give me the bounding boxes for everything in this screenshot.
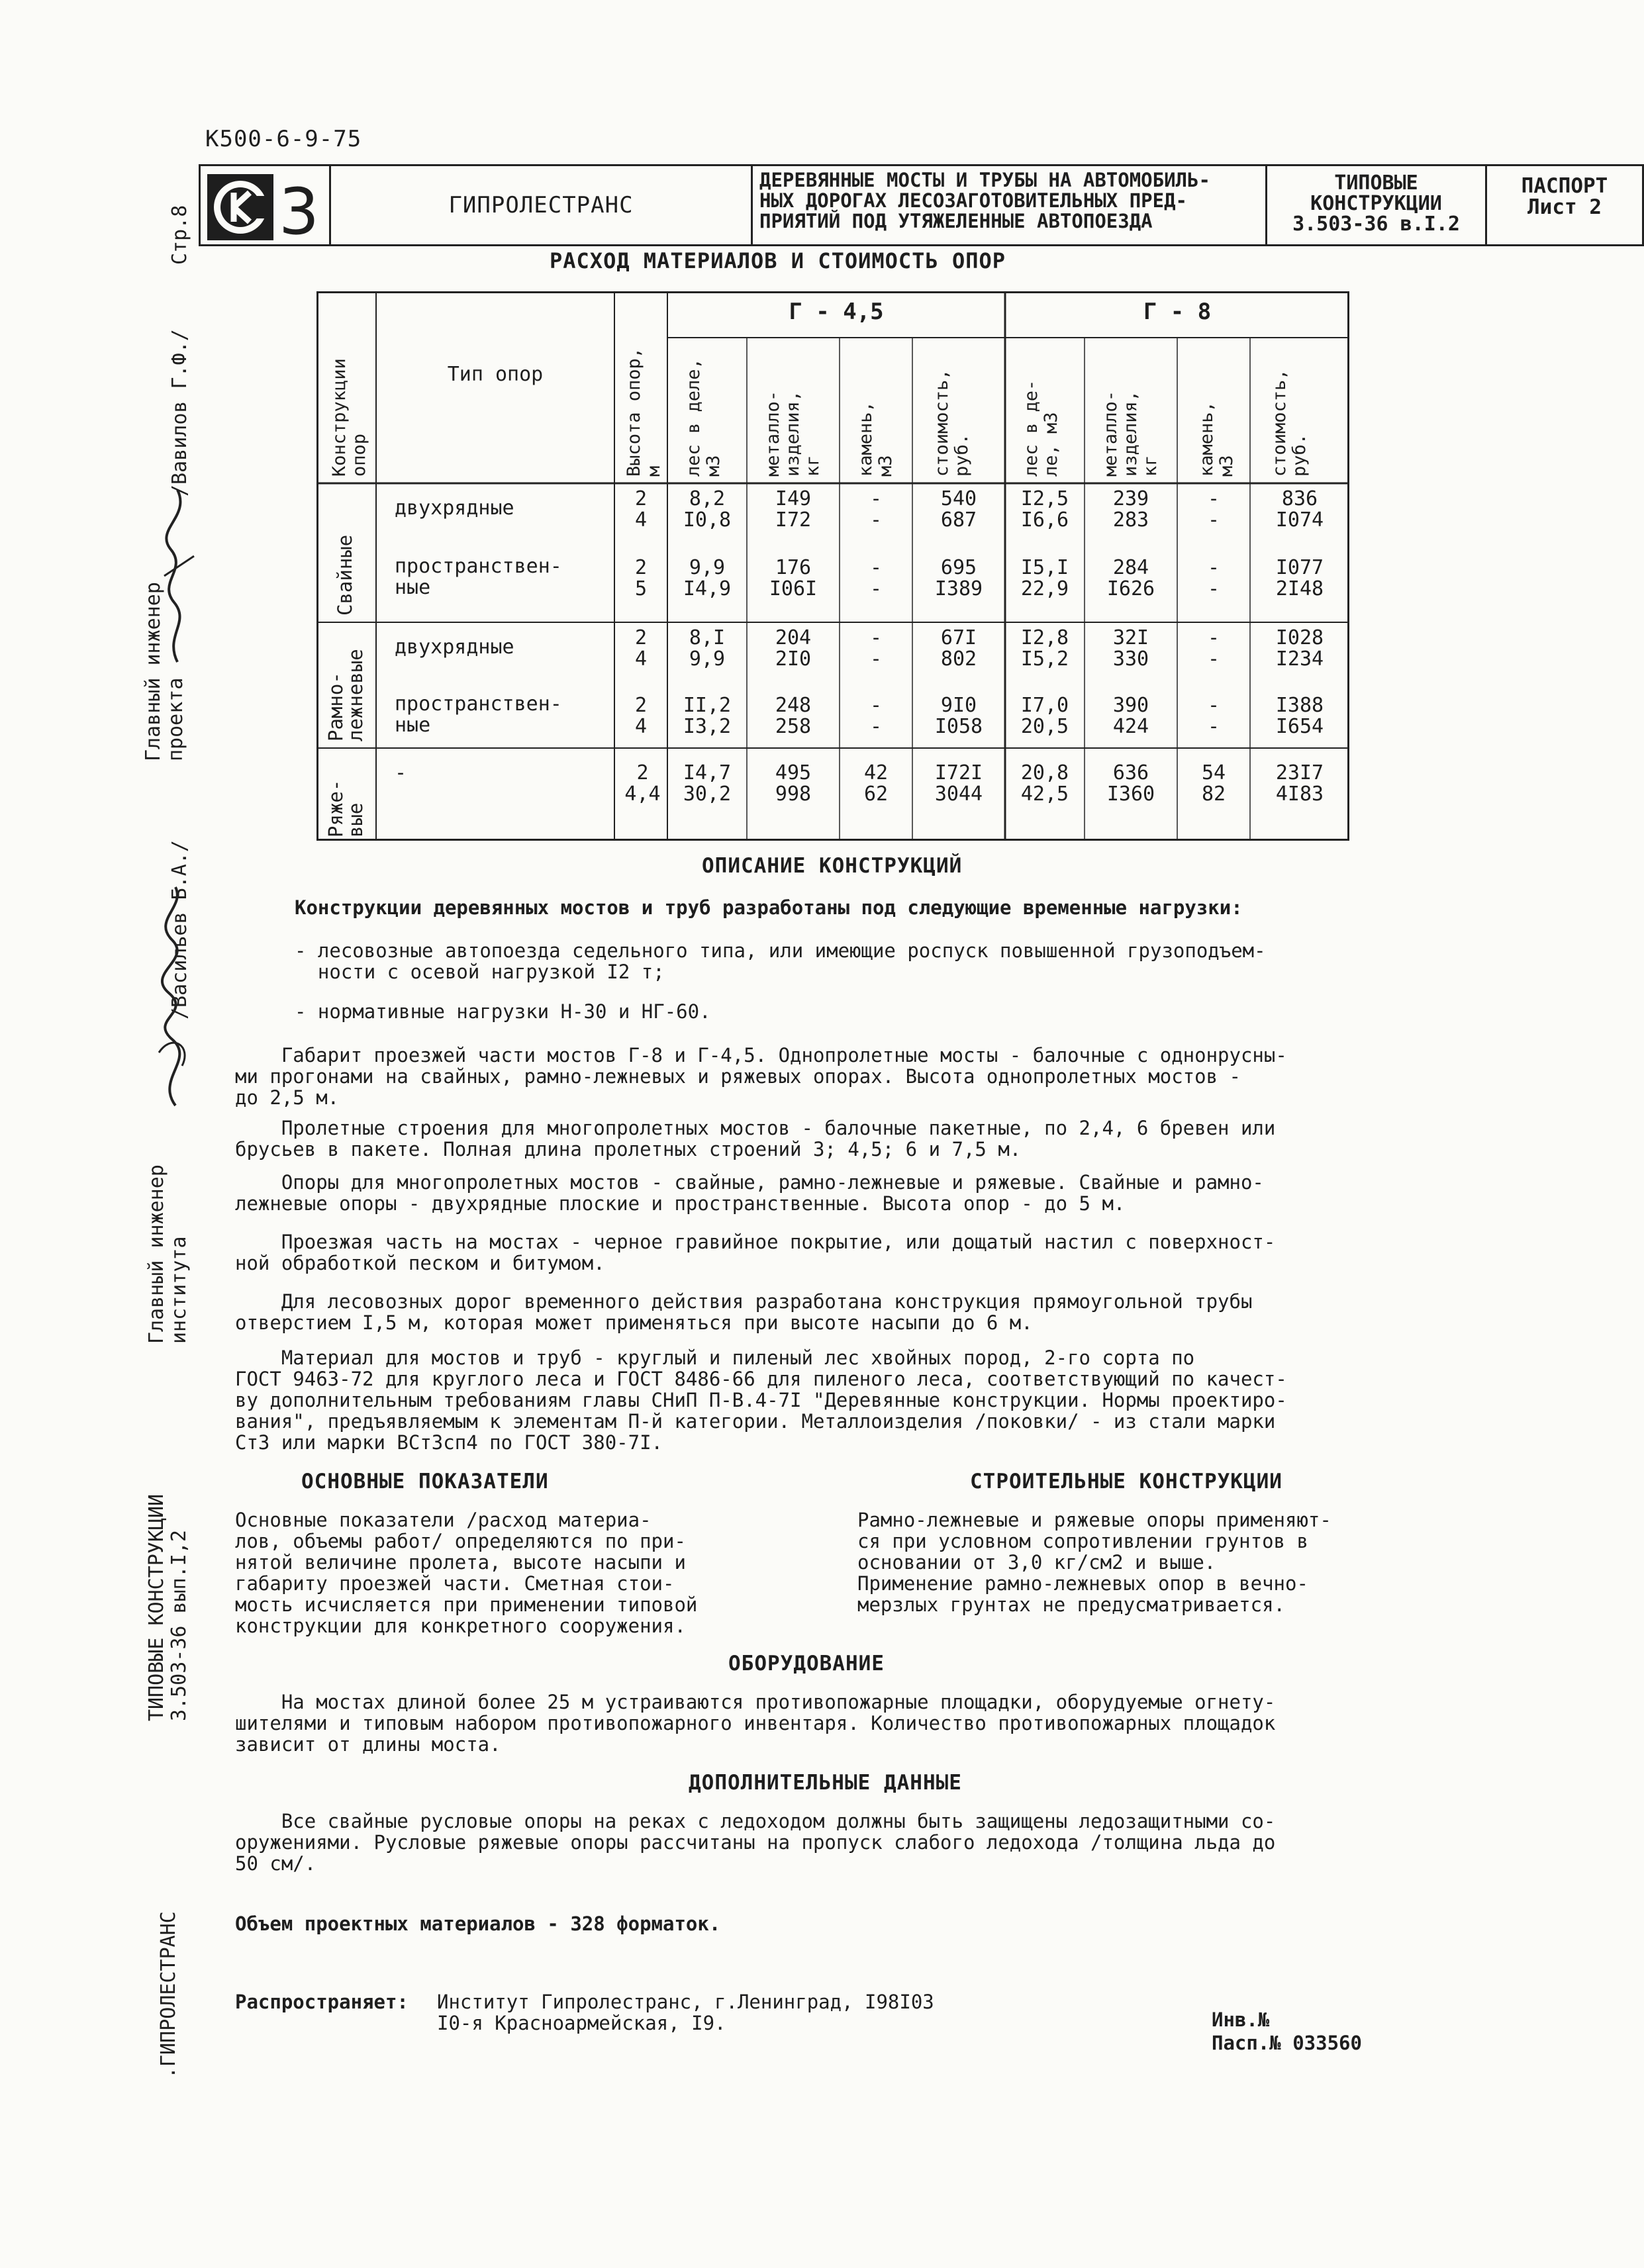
cell-value: 20,8 42,5 bbox=[1020, 761, 1069, 806]
paragraph-equipment: На мостах длиной более 25 м устраиваются противопожарные площадки, оборудуемые огнету- шителями и типовым набором противопожарного инвентаря. Количество противопожарных площадок зависит от длины моста. bbox=[235, 1691, 1276, 1756]
distributor-text: Институт Гипролестранс, г.Ленинград, I98I03 I0-я Красноармейская, I9. bbox=[437, 1991, 934, 2034]
cell-value: 9,9 I4,9 bbox=[683, 556, 732, 600]
col-metal-g45: металло- изделия, кг bbox=[763, 390, 823, 477]
title-line: НЫХ ДОРОГАХ ЛЕСОЗАГОТОВИТЕЛЬНЫХ ПРЕД- bbox=[759, 189, 1188, 212]
signature-role-1: Главный инженер проекта bbox=[142, 582, 187, 761]
passport-number: Пасп.№ 033560 bbox=[1212, 2032, 1362, 2054]
signature-role-2: Главный инженер института bbox=[145, 1164, 191, 1344]
cell-value: - - bbox=[1207, 626, 1220, 671]
signature-name-2: /Васильев Б.А./ bbox=[168, 840, 191, 1019]
col-type-header: Тип опор bbox=[447, 363, 544, 386]
paragraph: - лесовозные автопоезда седельного типа, или имеющие роспуск повышенной грузоподъем- ности с осевой нагрузкой I2 т; bbox=[295, 939, 1266, 983]
col-timber-g8: лес в де- ле, м3 bbox=[1021, 379, 1061, 477]
row-height: 2 4 bbox=[634, 626, 648, 671]
document-title bbox=[751, 164, 1267, 246]
cell-value: - - bbox=[1207, 694, 1220, 738]
cell-value: 239 283 bbox=[1112, 487, 1149, 532]
group-label-piled: Свайные bbox=[334, 534, 356, 616]
paragraph: Конструкции деревянных мостов и труб разработаны под следующие временные нагрузки: bbox=[295, 896, 1243, 919]
document-code: К500-6-9-75 bbox=[205, 126, 362, 152]
row-type: двухрядные bbox=[395, 636, 514, 659]
col-stone-g8: камень, м3 bbox=[1196, 401, 1237, 477]
inventory-label: Инв.№ bbox=[1212, 2008, 1270, 2031]
cell-value: 8,2 I0,8 bbox=[683, 487, 732, 532]
group-label-crib: Ряже- вые bbox=[324, 779, 367, 837]
row-height: 2 5 bbox=[634, 556, 648, 600]
cell-value: 9I0 I058 bbox=[934, 694, 983, 738]
paragraph: Пролетные строения для многопролетных мостов - балочные пакетные, по 2,4, 6 бревен или брусьев в пакете. Полная длина пролетных строений 3; 4,5; 6 и 7,5 м. bbox=[235, 1117, 1276, 1160]
cell-value: I388 I654 bbox=[1275, 694, 1324, 738]
col-cost-g8: стоимость, руб. bbox=[1269, 369, 1310, 477]
paragraph: Опоры для многопролетных мостов - свайные, рамно-лежневые и ряжевые. Свайные и рамно- лежневые опоры - двухрядные плоские и пространственные. Высота опор - до 5 м. bbox=[235, 1171, 1264, 1215]
paragraph-indicators: Основные показатели /расход материа- лов, объемы работ/ определяются по при- нятой величине пролета, высоте насыпи и габариту проезжей части. Сметная стои- мость исчисляется при применении типовой конструкции для конкретного сооружения. bbox=[235, 1509, 698, 1637]
cell-value: - - bbox=[1207, 487, 1220, 532]
col-height-header: Высота опор, м bbox=[624, 347, 664, 477]
cell-value: 495 998 bbox=[775, 761, 812, 806]
passport-line: Лист 2 bbox=[1527, 195, 1602, 219]
heading-structures: СТРОИТЕЛЬНЫЕ КОНСТРУКЦИИ bbox=[970, 1470, 1282, 1493]
paragraph: - нормативные нагрузки Н-30 и НГ-60. bbox=[295, 1000, 711, 1023]
cell-value: - - bbox=[1207, 556, 1220, 600]
cell-value: - - bbox=[869, 694, 883, 738]
group-label-frame: Рамно- лежневые bbox=[324, 649, 367, 741]
cell-value: I4,7 30,2 bbox=[683, 761, 732, 806]
distributor-label: Распространяет: bbox=[235, 1991, 409, 2013]
cell-value: I077 2I48 bbox=[1275, 556, 1324, 600]
materials-table bbox=[316, 291, 1349, 841]
heading-description: ОПИСАНИЕ КОНСТРУКЦИЙ bbox=[702, 854, 963, 878]
cell-value: 540 687 bbox=[940, 487, 977, 532]
cell-value: I5,I 22,9 bbox=[1020, 556, 1069, 600]
title-block bbox=[199, 164, 1608, 249]
heading-equipment: ОБОРУДОВАНИЕ bbox=[728, 1652, 885, 1676]
organization-margin-label: .ГИПРОЛЕСТРАНС bbox=[157, 1911, 180, 2079]
paragraph: Габарит проезжей части мостов Г-8 и Г-4,5. Однопролетные мосты - балочные с однонрусны- ми прогонами на свайных, рамно-лежневых и ряжевых опорах. Высота однопролетных мостов - до 2,5 м. bbox=[235, 1044, 1287, 1109]
project-volume: Объем проектных материалов - 328 форматок. bbox=[235, 1913, 721, 1935]
cell-value: 695 I389 bbox=[934, 556, 983, 600]
cell-value: 67I 802 bbox=[940, 626, 977, 671]
row-height: 2 4,4 bbox=[624, 761, 661, 806]
heading-indicators: ОСНОВНЫЕ ПОКАЗАТЕЛИ bbox=[301, 1470, 549, 1493]
col-stone-g45: камень, м3 bbox=[855, 401, 896, 477]
passport-cell bbox=[1485, 164, 1644, 246]
group-g8-header: Г - 8 bbox=[1143, 299, 1212, 325]
passport-line: ПАСПОРТ bbox=[1521, 174, 1608, 198]
paragraph: Для лесовозных дорог временного действия разработана конструкция прямоугольной трубы отверстием I,5 м, которая может применяться при высоте насыпи до 6 м. bbox=[235, 1290, 1253, 1334]
cell-value: I2,8 I5,2 bbox=[1020, 626, 1069, 671]
cell-value: II,2 I3,2 bbox=[683, 694, 732, 738]
row-type: пространствен- ные bbox=[395, 692, 562, 737]
signature-name-1: /Вавилов Г.Ф./ bbox=[168, 329, 191, 496]
paragraph-structures: Рамно-лежневые и ряжевые опоры применяют- ся при условном сопротивлении грунтов в основании от 3,0 кг/см2 и выше. Применение рамно-лежневых опор в вечно- мерзлых грунтах не предусматривается. bbox=[857, 1509, 1331, 1616]
cell-value: - - bbox=[869, 626, 883, 671]
row-height: 2 4 bbox=[634, 487, 648, 532]
series-line: КОНСТРУКЦИИ bbox=[1310, 192, 1442, 215]
paragraph: Проезжая часть на мостах - черное гравийное покрытие, или дощатый настил с поверхност- ной обработкой песком и битумом. bbox=[235, 1231, 1276, 1274]
cell-value: - - bbox=[869, 487, 883, 532]
col-timber-g45: лес в деле, м3 bbox=[683, 358, 724, 477]
cell-value: 636 I360 bbox=[1106, 761, 1155, 806]
table-caption: РАСХОД МАТЕРИАЛОВ И СТОИМОСТЬ ОПОР bbox=[550, 248, 1006, 273]
institute-logo bbox=[206, 173, 328, 249]
row-height: 2 4 bbox=[634, 694, 648, 738]
title-line: ПРИЯТИЙ ПОД УТЯЖЕЛЕННЫЕ АВТОПОЕЗДА bbox=[759, 210, 1153, 232]
cell-value: 54 82 bbox=[1201, 761, 1226, 806]
title-line: ДЕРЕВЯННЫЕ МОСТЫ И ТРУБЫ НА АВТОМОБИЛЬ- bbox=[759, 169, 1210, 191]
organization-name: ГИПРОЛЕСТРАНС bbox=[329, 164, 753, 246]
cell-value: 248 258 bbox=[775, 694, 812, 738]
group-g45-header: Г - 4,5 bbox=[789, 299, 884, 325]
signature-2 bbox=[146, 880, 205, 1119]
cell-value: 23I7 4I83 bbox=[1275, 761, 1324, 806]
col-cost-g45: стоимость, руб. bbox=[932, 369, 972, 477]
cell-value: 42 62 bbox=[863, 761, 889, 806]
logo-number: 3 bbox=[279, 175, 320, 249]
row-type: - bbox=[395, 761, 407, 784]
row-type: пространствен- ные bbox=[395, 555, 562, 599]
cell-value: 204 2I0 bbox=[775, 626, 812, 671]
series-margin-label: ТИПОВЫЕ КОНСТРУКЦИИ 3.503-36 вып.I,2 bbox=[145, 1493, 191, 1721]
col-construction-header: Конструкции опор bbox=[329, 358, 369, 477]
cell-value: 32I 330 bbox=[1112, 626, 1149, 671]
cell-value: 176 I06I bbox=[769, 556, 818, 600]
cell-value: - - bbox=[869, 556, 883, 600]
logo-cell bbox=[199, 164, 331, 249]
cell-value: I49 I72 bbox=[775, 487, 812, 532]
col-metal-g8: металло- изделия, кг bbox=[1100, 390, 1161, 477]
series-line: ТИПОВЫЕ bbox=[1334, 171, 1418, 195]
row-type: двухрядные bbox=[395, 496, 514, 520]
cell-value: 8,I 9,9 bbox=[689, 626, 726, 671]
cell-value: I72I 3044 bbox=[934, 761, 983, 806]
cell-value: I7,0 20,5 bbox=[1020, 694, 1069, 738]
paragraph-additional: Все свайные русловые опоры на реках с ледоходом должны быть защищены ледозащитными со- оружениями. Русловые ряжевые опоры рассчитаны на пропуск слабого ледохода /толщина льда до 50 см/. bbox=[235, 1810, 1276, 1875]
series-cell bbox=[1265, 164, 1487, 246]
series-line: 3.503-36 в.I.2 bbox=[1292, 213, 1460, 236]
paragraph: Материал для мостов и труб - круглый и пиленый лес хвойных пород, 2-го сорта по ГОСТ 9463-72 для круглого леса и ГОСТ 8486-66 для пиленого леса, соответствующий по качест- ву дополнительным требованиям главы СНиП П-В.4-7I "Деревянные конструкции. Нормы проектиро- вания", предъявляемым к элементам П-й категории. Металлоизделия /поковки/ - из стали марки Ст3 или марки ВСт3сп4 по ГОСТ 380-7I. bbox=[235, 1347, 1287, 1454]
cell-value: I028 I234 bbox=[1275, 626, 1324, 671]
cell-value: 284 I626 bbox=[1106, 556, 1155, 600]
heading-additional: ДОПОЛНИТЕЛЬНЫЕ ДАННЫЕ bbox=[689, 1771, 962, 1795]
cell-value: I2,5 I6,6 bbox=[1020, 487, 1069, 532]
cell-value: 836 I074 bbox=[1275, 487, 1324, 532]
page-label: Стр.8 bbox=[168, 205, 191, 265]
cell-value: 390 424 bbox=[1112, 694, 1149, 738]
